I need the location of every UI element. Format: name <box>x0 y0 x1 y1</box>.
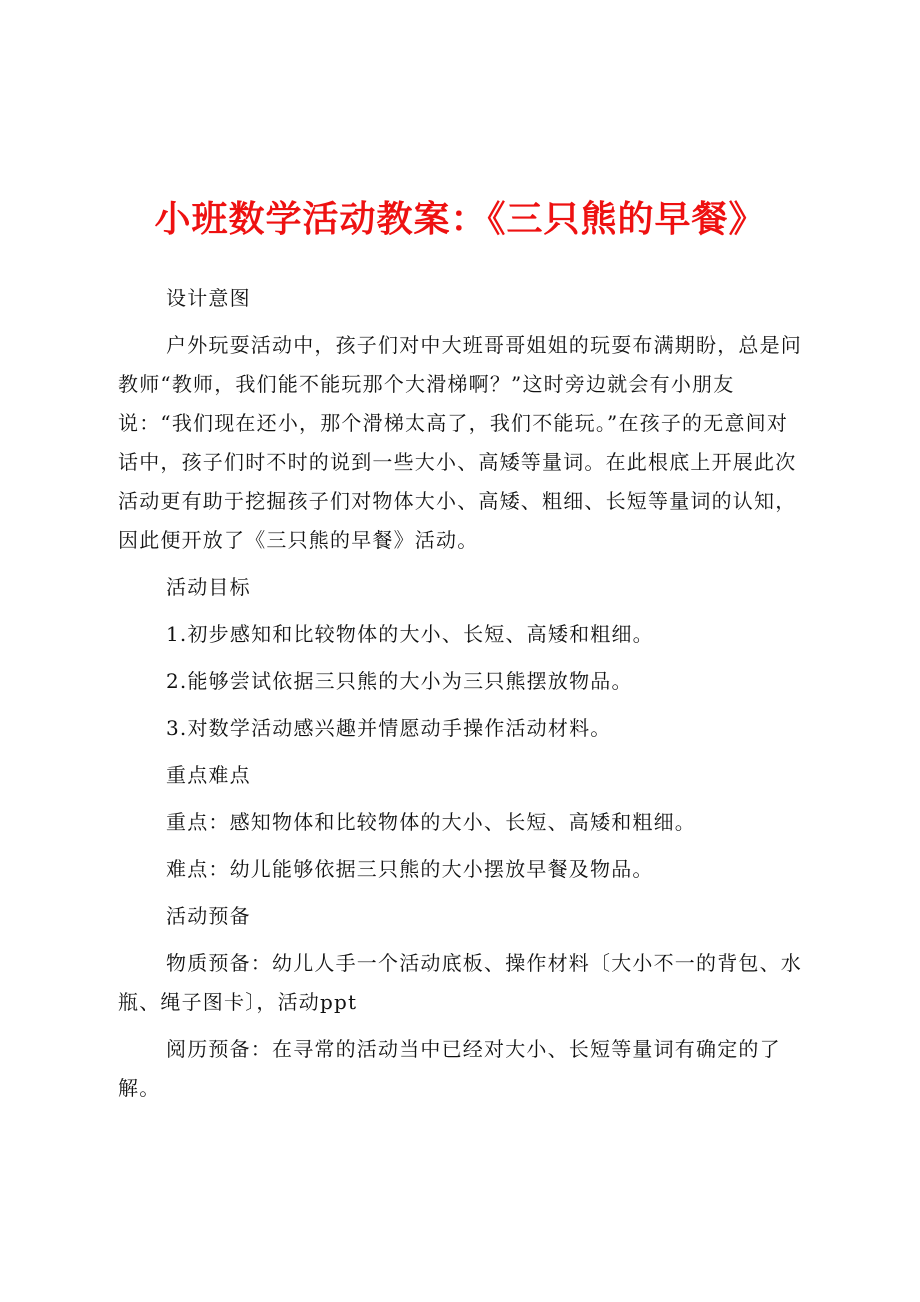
goal-item-2: 2.能够尝试依据三只熊的大小为三只熊摆放物品。 <box>166 669 633 693</box>
section-heading-goals: 活动目标 <box>166 575 251 599</box>
goal-item-3: 3.对数学活动感兴趣并情愿动手操作活动材料。 <box>166 716 612 740</box>
material-preparation: 物质预备：幼儿人手一个活动底板、操作材料〔大小不一的背包、水瓶、绳子图卡〕，活动ppt <box>118 951 802 1014</box>
document-title: 小班数学活动教案：《三只熊的早餐》 <box>154 199 766 240</box>
document-body <box>118 279 808 1116</box>
experience-preparation: 阅历预备：在寻常的活动当中已经对大小、长短等量词有确定的了解。 <box>118 1037 781 1100</box>
section-heading-design: 设计意图 <box>166 286 251 310</box>
key-point: 重点：感知物体和比较物体的大小、长短、高矮和粗细。 <box>166 810 696 834</box>
difficulty-point: 难点：幼儿能够依据三只熊的大小摆放早餐及物品。 <box>166 857 654 881</box>
section-heading-preparation: 活动预备 <box>166 904 251 928</box>
goal-item-1: 1.初步感知和比较物体的大小、长短、高矮和粗细。 <box>166 622 654 646</box>
section-heading-key-points: 重点难点 <box>166 763 251 787</box>
paragraph-design-intent: 户外玩耍活动中，孩子们对中大班哥哥姐姐的玩耍布满期盼，总是问教师“教师，我们能不能玩那个大滑梯啊？”这时旁边就会有小朋友说：“我们现在还小，那个滑梯太高了，我们不能玩。”在孩子的无意间对话中，孩子们时不时的说到一些大小、高矮等量词。在此根底上开展此次活动更有助于挖掘孩子们对物体大小、高矮、粗细、长短等量词的认知，因此便开放了《三只熊的早餐》活动。 <box>118 333 802 552</box>
